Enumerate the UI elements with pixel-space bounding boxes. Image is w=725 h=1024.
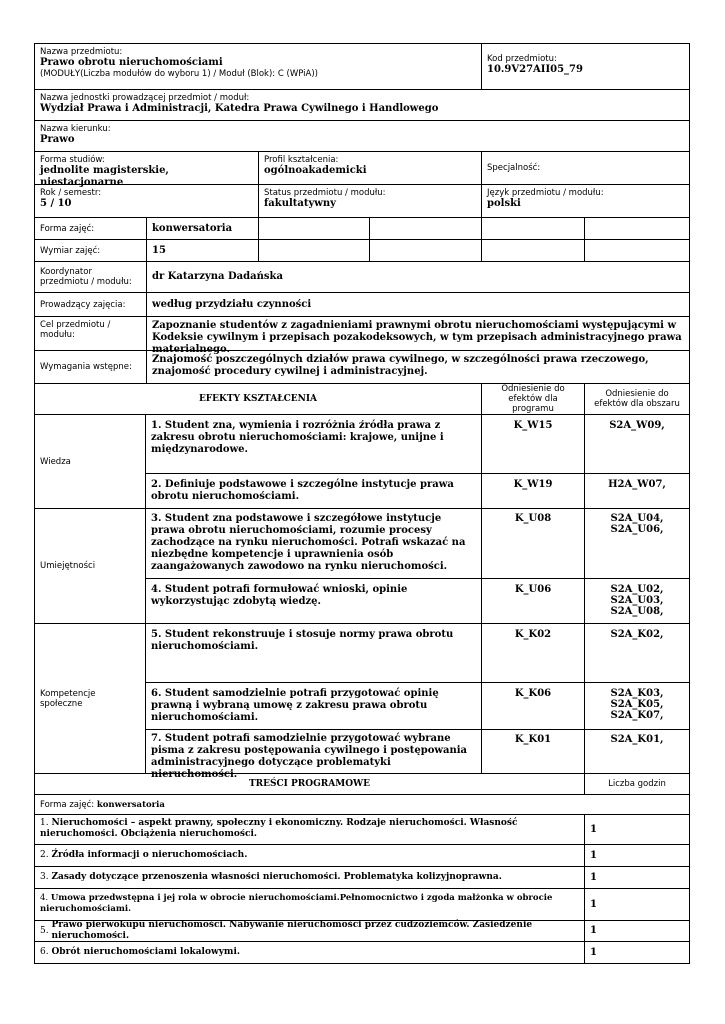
unit-label: Nazwa jednostki prowadzącej przedmiot / moduł: — [40, 93, 250, 103]
subject-name: Prawo obrotu nieruchomościami — [40, 57, 223, 68]
effects-group-competences — [35, 623, 689, 780]
content-hours-col: Liczba godzin — [584, 774, 689, 794]
content-item-text: Obrót nieruchomościami lokalowymi. — [51, 947, 240, 957]
field-value: Prawo — [40, 134, 75, 145]
code-value: 10.9V27AII05_79 — [487, 64, 583, 75]
empty-cell — [584, 240, 689, 261]
spec-label: Specjalność: — [487, 163, 541, 173]
effect-area: H2A_W07, — [584, 474, 689, 508]
content-row — [35, 814, 689, 844]
status-cell — [258, 185, 481, 217]
effect-row — [146, 473, 689, 508]
empty-cell — [369, 218, 481, 239]
content-item-hours: 1 — [584, 942, 689, 963]
content-item-hours: 1 — [584, 867, 689, 888]
hours-label: Wymiar zajęć: — [40, 245, 101, 256]
class-form-value: konwersatoria — [146, 218, 258, 239]
profile-cell — [258, 152, 481, 184]
unit-row — [35, 89, 689, 120]
status-label: Status przedmiotu / modułu: — [264, 188, 386, 198]
empty-cell — [481, 218, 584, 239]
content-row — [35, 844, 689, 866]
effect-program: K_U06 — [481, 579, 584, 623]
unit-value: Wydział Prawa i Administracji, Katedra Prawa Cywilnego i Handlowego — [40, 103, 439, 114]
code-cell — [481, 44, 689, 89]
effect-area: S2A_W09, — [584, 415, 689, 473]
studies-label: Forma studiów: — [40, 155, 105, 165]
content-row — [35, 888, 689, 920]
content-item-text: Nieruchomości – aspekt prawny, społeczny i ekonomiczny. Rodzaje nieruchomości. Własność nieruchomości. Obciążenia nieruchomości. — [40, 818, 518, 839]
requirements-value: Znajomość poszczególnych działów prawa cywilnego, w szczególności prawa rzeczowego, znajomość procedury cywilnej i administracyjnej. — [146, 351, 689, 383]
studies-cell — [35, 152, 258, 188]
effect-row — [146, 682, 689, 729]
year-label: Rok / semestr: — [40, 188, 102, 198]
effect-row — [146, 729, 689, 780]
content-item — [35, 845, 584, 866]
coordinator-row — [35, 261, 689, 292]
effect-text: 6. Student samodzielnie potrafi przygotować opinię prawną i wybraną umowę z zakresu prawa obrotu nieruchomościami. — [151, 688, 439, 723]
effect-row — [146, 509, 689, 578]
content-item-num: 6. — [40, 947, 49, 957]
goal-label: Cel przedmiotu / modułu: — [40, 320, 111, 340]
effect-text: 5. Student rekonstruuje i stosuje normy prawa obrotu nieruchomościami. — [151, 629, 454, 652]
hours-row — [35, 239, 689, 261]
effect-area: S2A_U02, S2A_U03, S2A_U08, — [584, 579, 689, 623]
lang-value: polski — [487, 198, 521, 209]
content-row — [35, 920, 689, 941]
empty-cell — [369, 240, 481, 261]
effects-title: EFEKTY KSZTAŁCENIA — [198, 393, 318, 404]
content-row — [35, 941, 689, 963]
effect-area: S2A_U04, S2A_U06, — [584, 509, 689, 578]
field-label: Nazwa kierunku: — [40, 124, 111, 134]
effect-row — [146, 415, 689, 473]
empty-cell — [481, 240, 584, 261]
field-row — [35, 120, 689, 151]
hours-value: 15 — [146, 240, 258, 261]
effect-text: 7. Student potrafi samodzielnie przygotować wybrane pisma z zakresu postępowania cywilnego i postępowania administracyjnego dotyczące problematyki nieruchomości. — [151, 733, 468, 780]
effects-group-knowledge — [35, 414, 689, 508]
content-item-num: 5. — [40, 925, 49, 936]
content-item — [35, 921, 584, 941]
empty-cell — [584, 218, 689, 239]
group-label-skills: Umiejętności — [35, 509, 146, 623]
goal-row — [35, 316, 689, 355]
goal-value: Zapoznanie studentów z zagadnieniami prawnymi obrotu nieruchomościami występującymi w Kodeksie cywilnym i przepisach pozakodeksowych, w tym przepisach administracyjnego prawa materialnego. — [146, 317, 689, 350]
content-item-text: Prawo pierwokupu nieruchomości. Nabywanie nieruchomości przez cudzoziemców. Zasiedzenie nieruchomości. — [51, 920, 533, 941]
effect-program: K_U08 — [481, 509, 584, 578]
effects-col-area: Odniesienie do efektów dla obszaru — [584, 384, 689, 414]
subject-module: (MODUŁY(Liczba modułów do wyboru 1) / Moduł (Blok): C (WPiA)) — [40, 69, 318, 79]
effect-text: 3. Student zna podstawowe i szczegółowe instytucje prawa obrotu nieruchomościami, rozumie procesy zachodzące na rynku nieruchomości. Potrafi wskazać na niezbędne kompetencje i uprawnienia osób zaangażowanych zawodowo na rynku nieruchomości. — [151, 513, 466, 572]
content-item-hours: 1 — [584, 921, 689, 941]
course-card — [34, 43, 690, 964]
effects-header-row — [35, 383, 689, 414]
subject-label: Nazwa przedmiotu: — [40, 47, 123, 57]
empty-cell — [258, 218, 369, 239]
effect-text: 2. Definiuje podstawowe i szczególne instytucje prawa obrotu nieruchomościami. — [151, 479, 454, 502]
spec-cell — [481, 152, 689, 184]
requirements-label: Wymagania wstępne: — [40, 362, 132, 372]
content-item-hours: 1 — [584, 815, 689, 844]
content-item-num: 1. — [40, 818, 49, 828]
effect-program: K_K02 — [481, 624, 584, 682]
lang-label: Język przedmiotu / modułu: — [487, 188, 604, 198]
effects-group-skills — [35, 508, 689, 623]
requirements-row — [35, 350, 689, 383]
teacher-value: według przydziału czynności — [146, 293, 689, 316]
class-form-row — [35, 217, 689, 239]
content-item-hours: 1 — [584, 845, 689, 866]
subject-cell — [35, 44, 481, 89]
content-form-cell — [35, 795, 689, 814]
effect-program: K_K01 — [481, 730, 584, 773]
content-item-num: 4. — [40, 893, 49, 903]
content-item-text: Zasady dotyczące przenoszenia własności nieruchomości. Problematyka kolizyjnoprawna. — [51, 872, 502, 882]
effect-program: K_K06 — [481, 683, 584, 729]
effect-area: S2A_K02, — [584, 624, 689, 682]
class-form-label: Forma zajęć: — [40, 223, 95, 234]
content-item-text: Źródła informacji o nieruchomościach. — [51, 850, 248, 860]
effect-program: K_W15 — [481, 415, 584, 473]
status-value: fakultatywny — [264, 198, 336, 209]
content-item — [35, 815, 584, 844]
coordinator-label: Koordynator przedmiotu / modułu: — [40, 267, 132, 287]
year-row — [35, 184, 689, 217]
lang-cell — [481, 185, 689, 217]
header-row — [35, 44, 689, 89]
teacher-row — [35, 292, 689, 316]
effect-text: 1. Student zna, wymienia i rozróżnia źródła prawa z zakresu obrotu nieruchomościami: krajowe, unijne i międzynarodowe. — [151, 420, 444, 455]
form-row — [35, 151, 689, 188]
content-item-hours: 1 — [584, 889, 689, 920]
studies-value: jednolite magisterskie, niestacjonarne — [40, 165, 169, 188]
profile-label: Profil kształcenia: — [264, 155, 339, 165]
effect-area: S2A_K03, S2A_K05, S2A_K07, — [584, 683, 689, 729]
effect-text: 4. Student potrafi formułować wnioski, opinie wykorzystując zdobytą wiedzę. — [151, 584, 408, 607]
effect-row — [146, 624, 689, 682]
content-title: TREŚCI PROGRAMOWE — [248, 778, 371, 789]
content-form-prefix: Forma zajęć: — [40, 799, 95, 810]
content-row — [35, 866, 689, 888]
code-label: Kod przedmiotu: — [487, 54, 557, 64]
group-body — [146, 415, 689, 508]
effect-area: S2A_K01, — [584, 730, 689, 773]
coordinator-value: dr Katarzyna Dadańska — [146, 262, 689, 292]
year-cell — [35, 185, 258, 217]
content-form-row — [35, 794, 689, 814]
content-header-row — [35, 773, 689, 794]
year-value: 5 / 10 — [40, 198, 72, 209]
effects-col-program: Odniesienie do efektów dla programu — [481, 384, 584, 414]
content-form-value: konwersatoria — [96, 799, 165, 810]
content-item-text: Umowa przedwstępna i jej rola w obrocie nieruchomościami.Pełnomocnictwo i zgoda małżonka w obrocie nieruchomościami. — [40, 893, 553, 914]
group-body — [146, 509, 689, 623]
content-item — [35, 867, 584, 888]
content-item — [35, 942, 584, 963]
content-item-num: 3. — [40, 872, 49, 882]
content-item-num: 2. — [40, 850, 49, 860]
group-label-competences: Kompetencje społeczne — [35, 624, 146, 773]
teacher-label: Prowadzący zajęcia: — [40, 299, 126, 310]
effect-program: K_W19 — [481, 474, 584, 508]
effect-row — [146, 578, 689, 623]
field-cell — [35, 121, 689, 151]
unit-cell — [35, 90, 689, 120]
group-label-knowledge: Wiedza — [35, 415, 146, 508]
group-body — [146, 624, 689, 780]
profile-value: ogólnoakademicki — [264, 165, 367, 176]
empty-cell — [258, 240, 369, 261]
content-item — [35, 889, 584, 920]
